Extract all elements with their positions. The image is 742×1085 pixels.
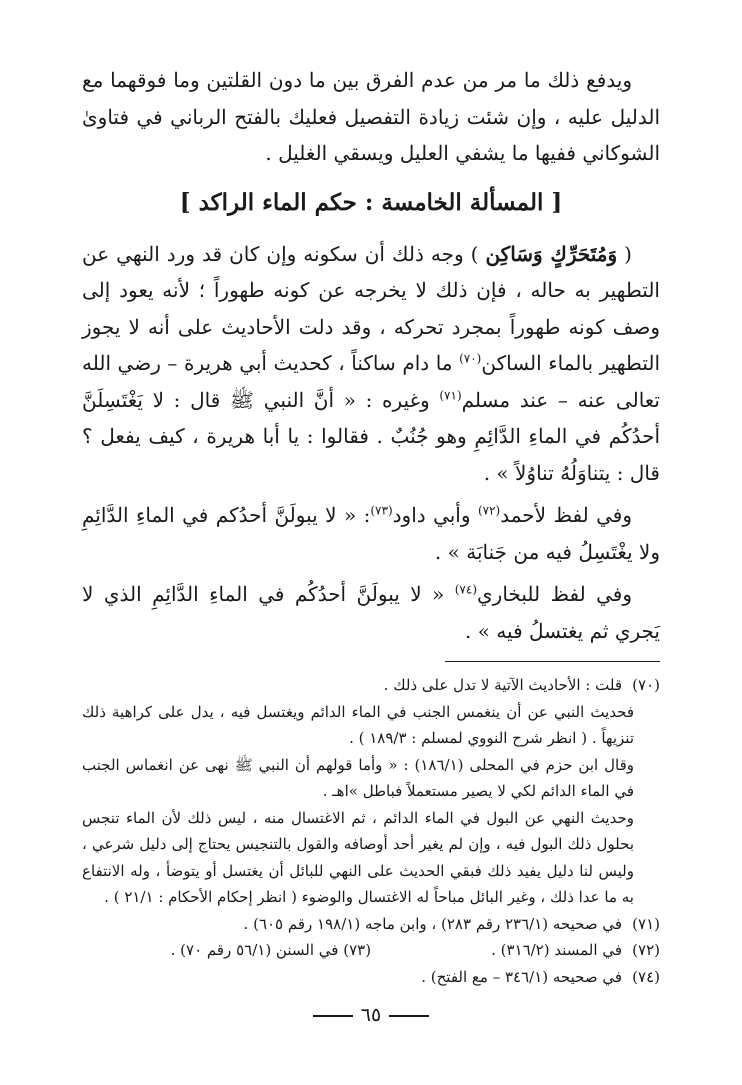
page-number-value: ٦٥ [360,1004,382,1026]
footnote-73 [171,937,371,964]
footnote-73-text: في السنن (٥٦/١ رقم ٧٠) . [170,941,339,959]
paragraph-4-text-b: « لا يبولَنَّ أحدُكُم في الماءِ الدَّائِمِ الذي لا يَجري ثم يغتسلُ فيه » . [82,582,660,643]
footnote-70-line-1: قلت : الأحاديث الآتية لا تدل على ذلك . [383,676,622,694]
footnote-70-note-4: وحديث النهي عن البول في الماء الدائم ، ثم الاغتسال منه ، ليس ذلك لأن الماء تنجس بحلول ذلك البول فيه ، وإن لم يغير أحد أوصافه والقول بالتنجيس يحتاج إلى دليل شرعي ، وليس لنا دليل يفيد ذلك فبقي الحديث على النهي للبائل أن يغتسل أو يتوضأ ، وله الانتفاع به ما عدا ذلك ، وغير البائل مباحاً له الاغتسال والوضوء ( انظر إحكام الأحكام : ٢١/١ ) . [82,808,634,906]
footnote-ref-73: (٧٣) [370,503,393,518]
paragraph-3-text-a: وفي لفظ لأحمد [500,503,632,527]
footnote-ref-72: (٧٢) [477,503,501,518]
paragraph-1: ويدفع ذلك ما مر من عدم الفرق بين ما دون القلتين وما فوقهما مع الدليل عليه ، وإن شئت زيادة التفصيل فعليك بالفتح الرباني في فتاوىٰ الشوكاني ففيها ما يشفي العليل ويسقي الغليل . [82,68,660,165]
footnotes [82,672,660,990]
paragraph-3 [82,497,660,570]
paragraph-2-text-c: وغيره : « أنَّ النبي ﷺ قال : لا يَغْتَسِلَنَّ أحدُكُم في الماءِ الدَّائِمِ وهو جُنُبٌ . فقالوا : يا أبا هريرة ، كيف يفعل ؟ قال : يتناوَلُهُ تناوُلاً » . [82,387,660,485]
page-number-dash-right [389,1015,429,1017]
footnote-74 [82,964,660,991]
footnote-71-text: في صحيحه (٢٣٦/١ رقم ٢٨٣) ، وابن ماجه (١٩٨/١ رقم ٦٠٥) . [243,914,622,933]
paren-open: ( [617,241,632,266]
page-number-dash-left [313,1015,353,1017]
paragraph-2 [82,236,660,492]
footnote-ref-74: (٧٤) [454,582,477,597]
paragraph-2-text-a: ) وجه ذلك أن سكونه وإن كان قد ورد النهي عن التطهير به حاله ، فإن ذلك لا يخرجه عن كونه طهوراً ؛ لأنه يعود إلى وصف كونه طهوراً بمجرد تحركه ، وقد دلت الأحاديث على أنه لا يجوز التطهير بالماء الساكن [82,241,661,375]
footnote-74-mark: (٧٤) [632,967,660,986]
page-number [82,1004,660,1026]
quoted-matn: وَمُتَحَرِّكٍ وَسَاكِن [485,241,618,266]
footnote-70-note-3: وقال ابن حزم في المحلى (١٨٦/١) : « وأما قولهم أن النبي ﷺ نهى عن انغماس الجنب في الماء الدائم لكي لا يصير مستعملاً فباطل »اهـ . [82,755,634,800]
paragraph-2-text-b: ما دام ساكناً ، كحديث أبي هريرة – رضي الله تعالى عنه – عند مسلم [82,351,660,412]
section-heading: [ المسألة الخامسة : حكم الماء الراكد ] [179,188,563,216]
paragraph-4-text-a: وفي لفظ للبخاري [477,582,633,606]
paragraph-3-text-b: وأبي داود [392,503,478,527]
paragraph-3-text-c: : « لا يبولَنَّ أحدُكم في الماءِ الدَّائِمِ ولا يغْتَسِلُ فيه من جَنابَة » . [82,503,660,564]
footnote-70-mark: (٧٠) [632,676,660,694]
footnote-ref-71: (٧١) [439,387,462,402]
footnote-74-text: في صحيحه (٣٤٦/١ – مع الفتح) . [421,967,622,986]
footnote-separator [445,661,660,662]
footnote-70 [82,672,660,699]
footnote-71 [82,911,660,938]
footnote-72 [491,937,660,964]
paragraph-4 [82,576,660,649]
footnote-ref-70: (٧٠) [459,351,482,366]
footnote-70-note-2: فحديث النبي عن أن ينغمس الجنب في الماء الدائم ويغتسل فيه ، يدل على كراهية ذلك تنزيهاً . ( انظر شرح النووي لمسلم : ١٨٩/٣ ) . [82,702,634,747]
footnote-72-mark: (٧٢) [632,941,660,959]
footnote-71-mark: (٧١) [632,914,660,933]
footnote-row-72-73 [82,937,660,964]
footnote-73-mark: (٧٣) [343,941,372,959]
footnote-72-text: في المسند (٣١٦/٢) . [491,941,622,959]
